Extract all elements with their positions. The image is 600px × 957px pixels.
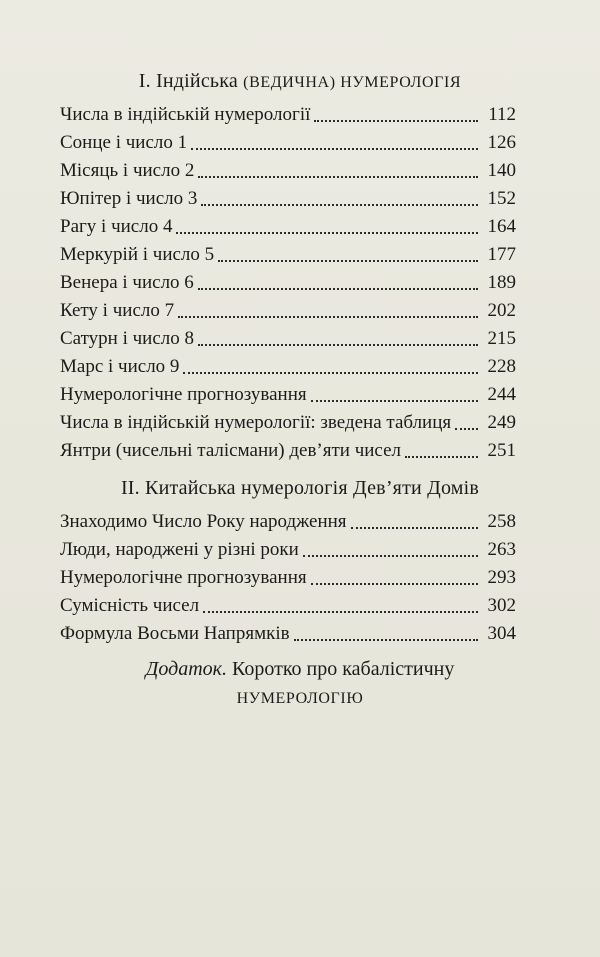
dot-leader: [183, 372, 478, 374]
toc-entry-title: Місяць і число 2: [60, 160, 195, 181]
toc-entry-title: Формула Восьми Напрямків: [60, 623, 290, 644]
appendix-title-line-1: [0, 655, 600, 683]
toc-row[interactable]: [60, 297, 516, 323]
toc-page-number: 251: [487, 440, 516, 461]
dot-leader: [314, 120, 478, 122]
dot-leader: [311, 583, 478, 585]
toc-row[interactable]: [60, 508, 516, 534]
toc-row[interactable]: [60, 564, 516, 590]
dot-leader: [218, 260, 478, 262]
toc-entry-title: Янтри (чисельні талісмани) дев’яти чисел: [60, 440, 402, 461]
appendix-title-text: Коротко про кабалістичну: [232, 658, 455, 680]
toc-entry-title: Нумерологічне прогнозування: [60, 567, 307, 588]
section-1-numeral: I. Індійська: [138, 70, 238, 92]
dot-leader: [191, 148, 478, 150]
toc-row[interactable]: [60, 536, 516, 562]
dot-leader: [198, 176, 478, 178]
dot-leader: [294, 639, 478, 641]
dot-leader: [351, 527, 478, 529]
toc-row[interactable]: [60, 353, 516, 379]
toc-entry-title: Числа в індійській нумерології: зведена таблиця: [60, 412, 452, 433]
toc-page-number: 258: [487, 511, 516, 532]
toc-row[interactable]: [60, 213, 516, 239]
toc-page-number: 140: [487, 160, 516, 181]
toc-row[interactable]: [60, 437, 516, 463]
toc-page-number: 304: [487, 623, 516, 644]
toc-entry-title: Меркурій і число 5: [60, 244, 215, 265]
dot-leader: [201, 204, 478, 206]
section-2-title-rest: нумерологія Дев’яти Домів: [240, 477, 480, 499]
toc-page-number: 112: [488, 104, 516, 125]
toc-row[interactable]: [60, 409, 516, 435]
appendix-title-line-2: [0, 683, 600, 713]
toc-row[interactable]: [60, 269, 516, 295]
dot-leader: [311, 400, 478, 402]
toc-page-number: 177: [487, 244, 516, 265]
toc-page-number: 302: [487, 595, 516, 616]
dot-leader: [178, 316, 478, 318]
toc-page-number: 202: [487, 300, 516, 321]
toc-entry-title: Сумісність чисел: [60, 595, 200, 616]
toc-page-number: 263: [487, 539, 516, 560]
toc-page-number: 215: [487, 328, 516, 349]
dot-leader: [176, 232, 478, 234]
appendix-title-text-2: НУМЕРОЛОГІЮ: [236, 690, 364, 707]
section-2-title: [0, 477, 600, 500]
toc-row[interactable]: [60, 325, 516, 351]
toc-row[interactable]: [60, 185, 516, 211]
toc-page-number: 126: [487, 132, 516, 153]
toc-entry-title: Венера і число 6: [60, 272, 194, 293]
dot-leader: [198, 344, 478, 346]
toc-row[interactable]: [60, 381, 516, 407]
toc-page-number: 164: [487, 216, 516, 237]
toc-entry-title: Кету і число 7: [60, 300, 175, 321]
toc-row[interactable]: [60, 157, 516, 183]
dot-leader: [198, 288, 478, 290]
section-1-title: [0, 70, 600, 93]
toc-entry-title: Марс і число 9: [60, 356, 180, 377]
appendix-title[interactable]: [0, 655, 600, 713]
toc-row[interactable]: [60, 620, 516, 646]
toc-page-number: 293: [487, 567, 516, 588]
section-2-numeral: II. Китайська: [120, 477, 236, 499]
toc-row[interactable]: [60, 101, 516, 127]
dot-leader: [303, 555, 478, 557]
toc-entry-title: Юпітер і число 3: [60, 188, 198, 209]
toc-entry-title: Сонце і число 1: [60, 132, 188, 153]
toc-page-number: 244: [487, 384, 516, 405]
toc-page-number: 189: [487, 272, 516, 293]
dot-leader: [203, 611, 478, 613]
toc-row[interactable]: [60, 129, 516, 155]
toc-page-number: 249: [487, 412, 516, 433]
dot-leader: [405, 456, 478, 458]
toc-row[interactable]: [60, 592, 516, 618]
toc-page-number: 228: [487, 356, 516, 377]
toc-entry-title: Сатурн і число 8: [60, 328, 195, 349]
toc-entry-title: Числа в індійській нумерології: [60, 104, 311, 125]
dot-leader: [455, 428, 478, 430]
toc-entry-title: Люди, народжені у різні роки: [60, 539, 299, 560]
toc-entry-title: Знаходимо Число Року народження: [60, 511, 347, 532]
toc-entry-title: Рагу і число 4: [60, 216, 173, 237]
section-1-title-rest: (ВЕДИЧНА) НУМЕРОЛОГІЯ: [243, 74, 462, 91]
toc-row[interactable]: [60, 241, 516, 267]
toc-page-number: 152: [487, 188, 516, 209]
toc-entry-title: Нумерологічне прогнозування: [60, 384, 307, 405]
appendix-label: Додаток.: [145, 658, 227, 680]
